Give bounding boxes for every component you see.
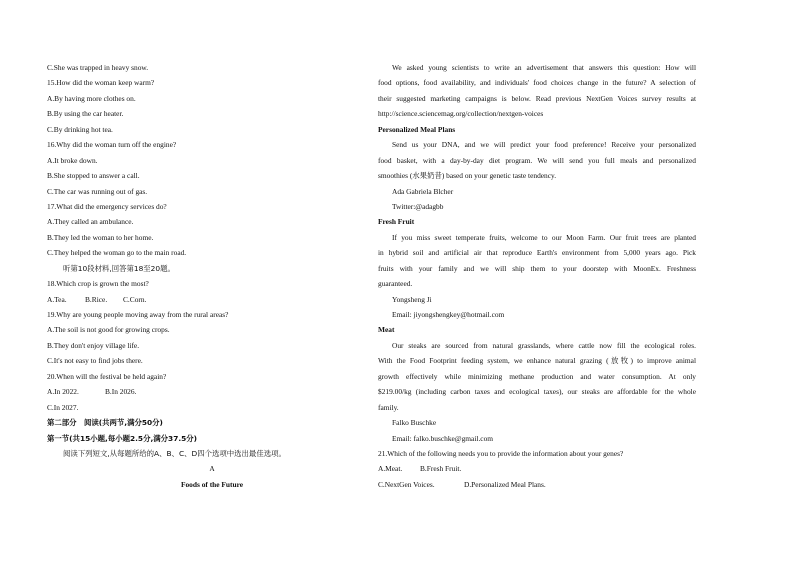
q17-option-a: A.They called an ambulance. bbox=[47, 217, 134, 227]
q21-option-d: D.Personalized Meal Plans. bbox=[464, 479, 546, 489]
q15-option-a: A.By having more clothes on. bbox=[47, 93, 136, 103]
section-one-title: 第一节(共15小题,每小题2.5分,满分37.5分) bbox=[47, 433, 198, 443]
q15-option-b: B.By using the car heater. bbox=[47, 109, 124, 119]
intro-line: their suggested marketing campaigns is below. Read previous NextGen Voices survey results at bbox=[378, 93, 696, 103]
author-name: Yongsheng Ji bbox=[392, 294, 432, 304]
paragraph-line: smoothies (水果奶昔) based on your genetic taste tendency. bbox=[378, 171, 557, 181]
q19-question: 19.Why are young people moving away from the rural areas? bbox=[47, 310, 229, 319]
author-contact: Email: jiyongshengkey@hotmail.com bbox=[392, 310, 505, 319]
q21-option-b: B.Fresh Fruit. bbox=[420, 464, 462, 474]
q17-option-c: C.They helped the woman go to the main road. bbox=[47, 248, 187, 258]
q20-question: 20.When will the festival be held again? bbox=[47, 371, 167, 381]
intro-line: food options, food availability, and individuals' food choices change in the future? A selection of bbox=[378, 78, 696, 88]
audio-instruction: 听第10段材料,回答第18至20题。 bbox=[63, 263, 175, 273]
q20-option-a: A.In 2022. bbox=[47, 387, 79, 397]
q20-option-b: B.In 2026. bbox=[105, 387, 137, 397]
q20-options bbox=[47, 384, 377, 399]
q16-option-a: A.It broke down. bbox=[47, 155, 98, 165]
q21-question: 21.Which of the following needs you to provide the information about your genes? bbox=[378, 448, 624, 458]
heading-meat: Meat bbox=[378, 325, 395, 335]
paragraph-line: $219.00/kg (including carbon taxes and ecological taxes), our steaks are affordable for the whole bbox=[378, 387, 696, 397]
q18-option-c: C.Corn. bbox=[123, 294, 147, 304]
q16-question: 16.Why did the woman turn off the engine? bbox=[47, 140, 177, 150]
section-instruction: 阅读下列短文,从每题所给的A、B、C、D四个选项中选出最佳选项。 bbox=[63, 448, 286, 458]
paragraph-line: guaranteed. bbox=[378, 279, 413, 289]
q19-option-c: C.It's not easy to find jobs there. bbox=[47, 356, 143, 366]
q15-question: 15.How did the woman keep warm? bbox=[47, 78, 155, 88]
heading-personalized-meal-plans: Personalized Meal Plans bbox=[378, 124, 456, 134]
right-column bbox=[378, 60, 696, 492]
paragraph-line: Send us your DNA, and we will predict your food preference! Receive your personalized bbox=[392, 140, 696, 150]
q16-option-c: C.The car was running out of gas. bbox=[47, 186, 148, 196]
paragraph-line: growth effectively while minimizing methane production and water consumption. At only bbox=[378, 371, 696, 381]
q16-option-b: B.She stopped to answer a call. bbox=[47, 171, 140, 181]
q18-option-b: B.Rice. bbox=[85, 294, 108, 304]
author-name: Falko Buschke bbox=[392, 418, 437, 428]
intro-url: http://science.sciencemag.org/collection/nextgen-voices bbox=[378, 109, 544, 119]
paragraph-line: family. bbox=[378, 402, 399, 412]
q21-option-c: C.NextGen Voices. bbox=[378, 479, 435, 489]
passage-title: Foods of the Future bbox=[180, 479, 244, 489]
author-contact: Twitter:@adagbb bbox=[392, 201, 444, 211]
q21-options-row2 bbox=[378, 477, 696, 492]
q18-question: 18.Which crop is grown the most? bbox=[47, 279, 149, 289]
paragraph-line: With the Food Footprint feeding system, we enhance natural grazing (放牧) to improve animal bbox=[378, 356, 696, 366]
q18-option-a: A.Tea. bbox=[47, 294, 67, 304]
left-column bbox=[47, 60, 377, 492]
q17-question: 17.What did the emergency services do? bbox=[47, 201, 167, 211]
q19-option-b: B.They don't enjoy village life. bbox=[47, 340, 140, 350]
passage-letter: A bbox=[209, 464, 215, 474]
q15-option-c: C.By drinking hot tea. bbox=[47, 124, 113, 134]
q20-option-c: C.In 2027. bbox=[47, 402, 79, 412]
q21-options-row1 bbox=[378, 461, 696, 476]
paragraph-line: fruits with your family and we will ship them to your doorstep with MoonEx. Freshness bbox=[378, 263, 696, 273]
q17-option-b: B.They led the woman to her home. bbox=[47, 232, 154, 242]
paragraph-line: Our steaks are sourced from natural grasslands, where cattle now fill the ecological roles. bbox=[392, 340, 696, 350]
part-two-title: 第二部分 阅读(共两节,满分50分) bbox=[47, 418, 163, 428]
q18-options bbox=[47, 292, 377, 307]
q14-option-c: C.She was trapped in heavy snow. bbox=[47, 63, 149, 72]
author-contact: Email: falko.buschke@gmail.com bbox=[392, 433, 494, 443]
q21-option-a: A.Meat. bbox=[378, 464, 403, 474]
paragraph-line: food basket, with a day-by-day diet program. We will send you full meals and personalized bbox=[378, 155, 696, 165]
author-name: Ada Gabriela Blcher bbox=[392, 186, 454, 196]
intro-line: We asked young scientists to write an advertisement that answers this question: How will bbox=[392, 63, 696, 72]
q19-option-a: A.The soil is not good for growing crops. bbox=[47, 325, 170, 335]
heading-fresh-fruit: Fresh Fruit bbox=[378, 217, 415, 227]
paragraph-line: in hybrid soil and artificial air that reproduce Earth's environment from 5,000 years ago. Pick bbox=[378, 248, 696, 258]
paragraph-line: If you miss sweet temperate fruits, welcome to our Moon Farm. Our fruit trees are planted bbox=[392, 232, 696, 242]
